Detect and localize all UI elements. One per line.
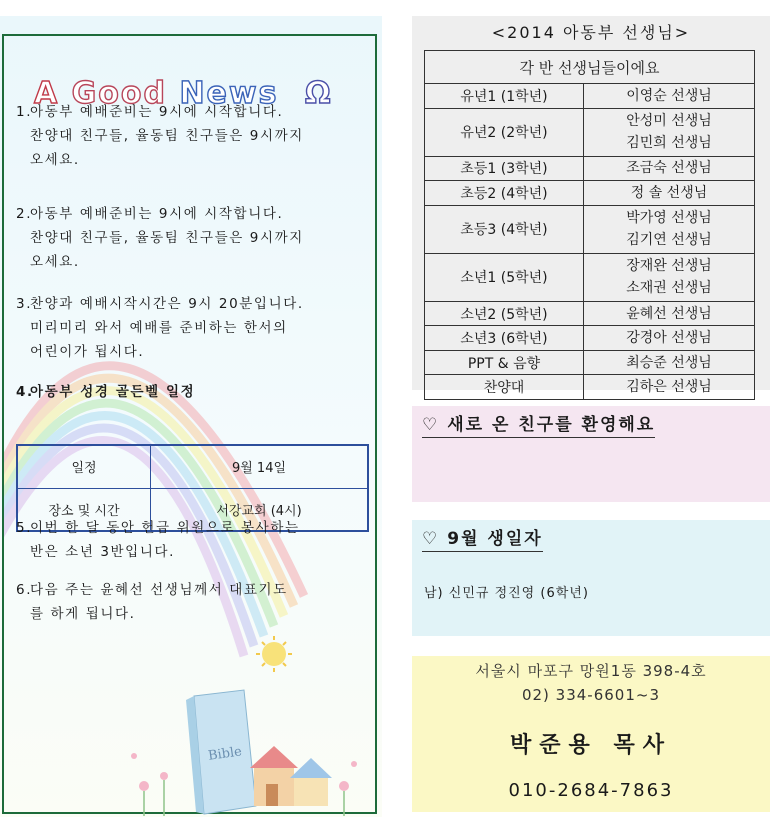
birthday-panel (412, 520, 770, 636)
church-address: 서울시 마포구 망원1동 398-4호 (475, 662, 707, 680)
class-name: 소년3 (6학년) (425, 326, 584, 351)
teacher-names: 안성미 선생님 김민희 선생님 (584, 108, 755, 156)
teacher-name: 김하은 선생님 (584, 375, 755, 400)
class-name: 소년2 (5학년) (425, 301, 584, 326)
teachers-header: 각 반 선생님들이에요 (425, 51, 755, 84)
table-row (425, 51, 755, 84)
heart-icon: ♡ (422, 415, 440, 435)
title-word-a: A (34, 76, 60, 111)
teachers-panel (412, 16, 770, 397)
welcome-panel (412, 406, 770, 502)
table-row (425, 205, 755, 253)
schedule-key: 장소 및 시간 (17, 488, 151, 531)
teacher-name: 이영순 선생님 (584, 84, 755, 109)
title-word-good: Good (71, 76, 167, 111)
birthday-heading: ♡ 9월 생일자 (422, 524, 543, 552)
heart-icon: ♡ (422, 529, 440, 549)
class-name: 유년1 (1학년) (425, 84, 584, 109)
house-icon (250, 746, 332, 806)
table-row (425, 350, 755, 375)
teacher-name: 최승준 선생님 (584, 350, 755, 375)
bible-book-icon (186, 690, 256, 814)
birthday-list: 남) 신민규 정진영 (6학년) (424, 586, 589, 601)
table-row (425, 375, 755, 400)
table-row (17, 445, 368, 488)
news-panel (2, 34, 377, 814)
schedule-key: 일정 (17, 445, 151, 488)
table-row (425, 253, 755, 301)
notice-5: 5.이번 한 달 동안 헌금 위원으로 봉사하는 반은 소년 3반입니다. (16, 520, 300, 560)
notice-4: 4.아동부 성경 골든벨 일정 (16, 384, 196, 400)
bible-house-illustration (104, 636, 374, 816)
teachers-table (424, 50, 755, 400)
title-word-news: News (179, 76, 279, 111)
class-name: 초등3 (4학년) (425, 205, 584, 253)
pastor-mobile: 010-2684-7863 (508, 780, 674, 801)
sun-icon (256, 636, 292, 672)
teacher-names: 박가영 선생님 김기연 선생님 (584, 205, 755, 253)
welcome-heading: ♡ 새로 온 친구를 환영해요 (422, 410, 655, 438)
table-row (425, 108, 755, 156)
class-name: 초등1 (3학년) (425, 156, 584, 181)
table-row (425, 156, 755, 181)
class-name: PPT & 음향 (425, 350, 584, 375)
table-row (425, 326, 755, 351)
teacher-names: 장재완 선생님 소재권 선생님 (584, 253, 755, 301)
contact-panel (412, 656, 770, 812)
church-phone: 02) 334-6601~3 (521, 686, 661, 704)
class-name: 초등2 (4학년) (425, 181, 584, 206)
title-mark: Ω (304, 76, 333, 111)
notice-3: 3.찬양과 예배시작시간은 9시 20분입니다. 미리미리 와서 예배를 준비하는 한서의 어린이가 됩시다. (16, 296, 304, 360)
class-name: 찬양대 (425, 375, 584, 400)
table-row (425, 84, 755, 109)
svg-text:Bible: Bible (207, 744, 243, 764)
class-name: 소년1 (5학년) (425, 253, 584, 301)
schedule-value: 서강교회 (4시) (151, 488, 369, 531)
notice-1: 1.아동부 예배준비는 9시에 시작합니다. 찬양대 친구들, 율동팀 친구들은 9시까지 오세요. (16, 104, 304, 168)
table-row (425, 301, 755, 326)
notice-6: 6.다음 주는 윤혜선 선생님께서 대표기도 를 하게 됩니다. (16, 582, 288, 622)
class-name: 유년2 (2학년) (425, 108, 584, 156)
pastor-name: 박준용 목사 (510, 733, 672, 758)
teacher-name: 정 솔 선생님 (584, 181, 755, 206)
schedule-value: 9월 14일 (151, 445, 369, 488)
teacher-name: 강경아 선생님 (584, 326, 755, 351)
teacher-name: 조금숙 선생님 (584, 156, 755, 181)
notice-2: 2.아동부 예배준비는 9시에 시작합니다. 찬양대 친구들, 율동팀 친구들은 9시까지 오세요. (16, 206, 304, 270)
table-row (425, 181, 755, 206)
teachers-title: <2014 아동부 선생님> (491, 23, 691, 42)
teacher-name: 윤혜선 선생님 (584, 301, 755, 326)
